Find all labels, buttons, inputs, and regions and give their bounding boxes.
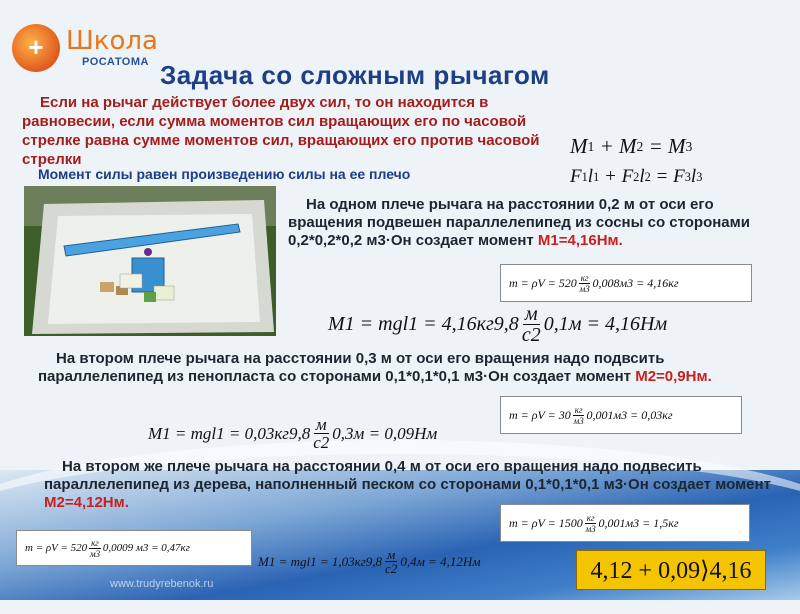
step3-paragraph: На втором же плече рычага на расстоянии 0,4 м от оси его вращения надо подвесить параллелепипед из дерева, наполненный песком со сторонами 0,1*0,1*0,1 м3·Он создает момент M2=4,12Нм. <box>44 458 771 511</box>
slide-title: Задача со сложным рычагом <box>160 60 550 90</box>
logo-subtitle: РОСАТОМА <box>82 56 149 68</box>
step1-highlight: M1=4,16Нм. <box>537 232 623 249</box>
step2-mass-formula: m = ρV = 30 $\frac{кг}{м3}$ 0,001м3 = 0,03кг <box>500 396 742 434</box>
watermark: www.trudyrebenok.ru <box>110 578 214 590</box>
logo-mark: + <box>12 24 60 72</box>
lever-photo <box>24 186 276 336</box>
step1-paragraph: На одном плече рычага на расстоянии 0,2 м от оси его вращения подвешен параллелепипед из сосны со сторонами 0,2*0,2*0,2 м3·Он создает момент M1=4,16Нм. <box>288 196 750 249</box>
rule-paragraph: Если на рычаг действует более двух сил, то он находится в равновесии, если сумма моментов сил вращающих его по часовой стрелке равна сумме моментов сил, вращающих его против часовой стрелки <box>22 94 540 168</box>
answer-box: 4,12 + 0,09⟩4,16 <box>576 550 766 590</box>
step3-alt-mass-formula: m = ρV = 520 $\frac{кг}{м3}$ 0,0009 м3 = 0,47кг <box>16 530 252 566</box>
moment-balance-equation: M 1 + M 2 = M 3 <box>570 134 693 158</box>
step2-paragraph: На втором плече рычага на расстоянии 0,3 м от оси его вращения надо подвсить параллелепипед из пенопласта со сторонами 0,1*0,1*0,1 м3·Он создает момент M2=0,9Нм. <box>38 350 712 385</box>
step3-highlight: M2=4,12Нм. <box>44 494 129 511</box>
force-lever-equation: F 1 l 1 + F 2 l 2 = F 3 l 3 <box>570 166 703 187</box>
school-logo <box>6 20 166 76</box>
step2-highlight: M2=0,9Нм. <box>635 368 712 385</box>
step2-moment-formula: M1 = mgl1 = 0,03кг9,8 $\frac{м}{с2}$ 0,3м = 0,09Нм <box>148 415 438 452</box>
step1-moment-formula: M1 = mgl1 = 4,16кг9,8 $\frac{м}{с2}$ 0,1м = 4,16Нм <box>328 303 668 346</box>
moment-definition: Момент силы равен произведению силы на ее плечо <box>38 166 411 182</box>
logo-name: Школа <box>66 26 158 56</box>
step3-moment-formula: M1 = mgl1 = 1,03кг9,8 $\frac{м}{с2}$ 0,4м = 4,12Нм <box>258 547 481 576</box>
step1-mass-formula: m = ρV = 520 $\frac{кг}{м3}$ 0,008м3 = 4,16кг <box>500 264 752 302</box>
step3-mass-formula: m = ρV = 1500 $\frac{кг}{м3}$ 0,001м3 = 1,5кг <box>500 504 750 542</box>
